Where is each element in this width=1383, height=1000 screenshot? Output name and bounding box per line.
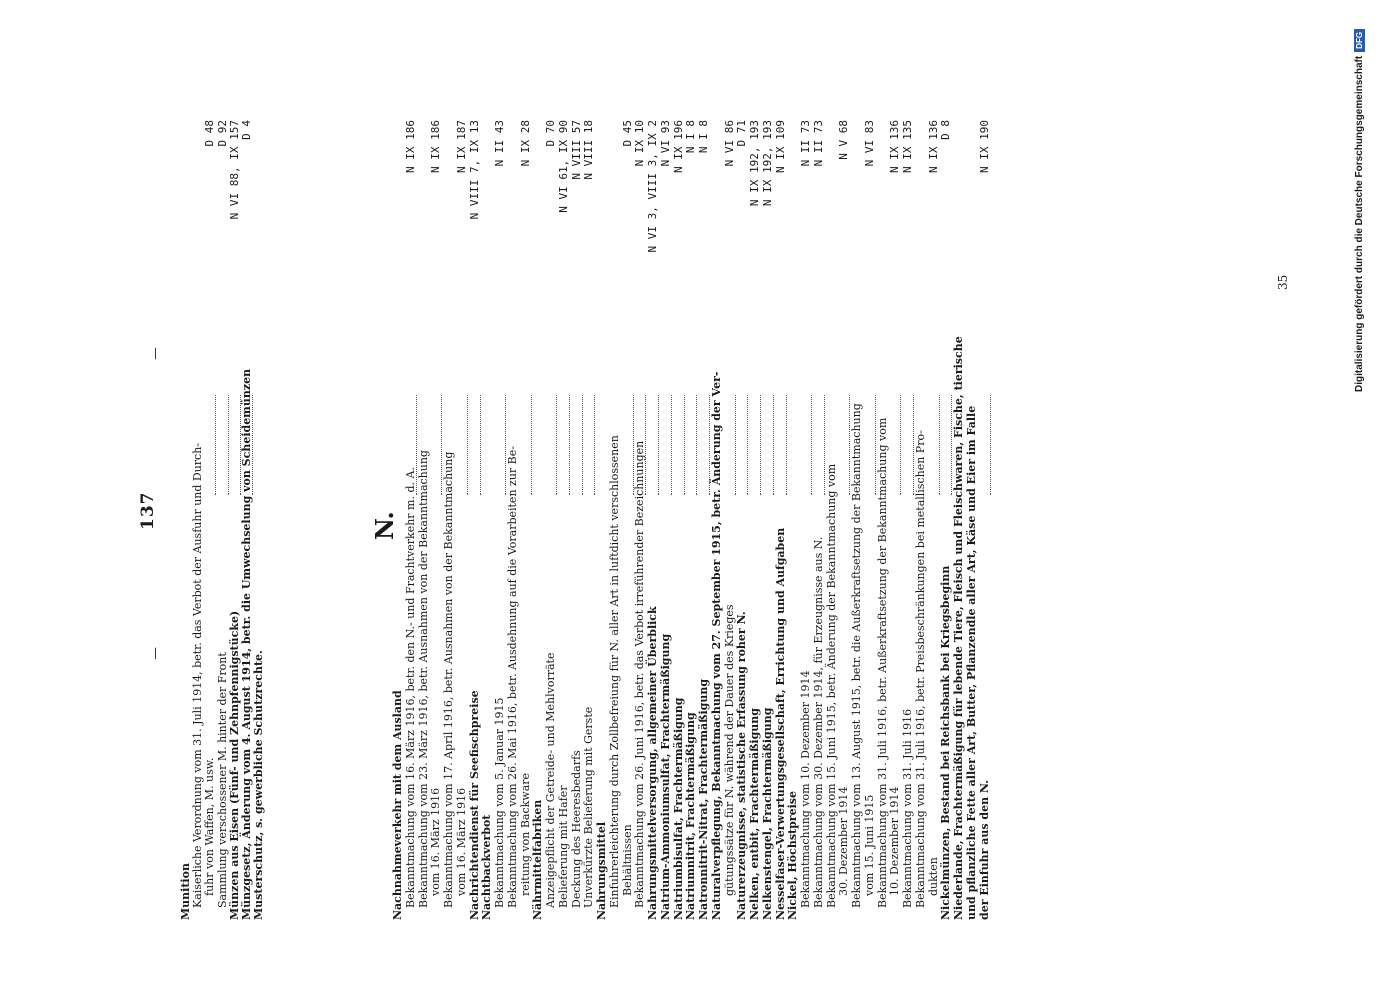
index-entry [392,120,404,920]
entry-reference: N VI 83 [862,120,876,167]
entry-text: Nelkenstengel, Frachtermäßigung [762,705,774,920]
entry-text: Belieferung mit Hafer [558,782,570,908]
index-entry [953,120,965,920]
entry-text: und pflanzliche Fette aller Art, Butter, Pflanzendle aller Art, Käse und Eier im Falle [966,403,978,920]
entry-reference: N IX 28 [518,120,532,167]
index-entry [456,120,468,920]
leader-dots [430,395,442,495]
entry-text: Nelken, entbit, Frachtermäßigung [749,705,761,920]
entry-text: Bekanntmachung vom 26. Juni 1916, betr. das Verbot irreführender Bezeichnungen [634,438,646,908]
index-entry [660,120,672,920]
page-mark: 35 [1276,274,1290,290]
index-entry [418,120,430,920]
entry-text: Nachnahmeverkehr mit dem Ausland [392,687,404,920]
entry-text: Natriumbisulfat, Frachtermäßigung [673,694,685,920]
index-entry [253,120,265,920]
entry-reference: N IX 10 [633,120,647,167]
entry-text: 30. Dezember 1914 [838,784,850,896]
index-entry [430,120,442,920]
entry-reference: N II 43 [493,120,506,167]
leader-dots [838,395,850,495]
index-entry [180,120,192,920]
dfg-logo: DFG [1354,29,1365,52]
leader-dots [762,395,774,495]
entry-reference: N I 8 [684,120,698,154]
entry-text: Anzeigepflicht der Getreide- und Mehlvorräte [545,650,557,908]
entry-text: Natronnitrit-Nitrat, Frachtermäßigung [698,676,710,920]
index-entry [571,120,583,920]
entry-text: Niederlande, Frachtermäßigung für lebende Tiere, Fleisch und Fleischwaren, Fische, tierische [953,333,965,920]
entry-reference: N IX 196 [671,120,685,173]
leader-dots [583,395,595,495]
index-entry [634,120,646,920]
entry-text: vom 16. März 1916 [456,785,468,896]
entry-text: Bekanntmachung vom 30. Dezember 1914, für Erzeugnisse aus N. [813,534,825,908]
entry-reference: N V 68 [837,120,851,160]
entry-text: Nesselfaser-Verwertungsgesellschaft, Errichtung und Aufgaben [775,525,787,920]
index-entry [405,120,417,920]
index-entry [278,120,290,920]
index-entry [711,120,723,920]
leader-dots [864,395,876,495]
entry-reference: N VI 88, IX 157 [227,120,241,220]
index-entry [192,120,204,920]
leader-dots [979,395,991,495]
index-entry [520,120,532,920]
funding-sidebar [1350,12,1383,392]
entry-text: Unverkürzte Belieferung mit Gerste [583,704,595,908]
entry-text: Nahrungsmittel [596,819,608,920]
entry-reference: N IX 136 [888,120,902,173]
leader-dots [698,395,710,495]
leader-dots [494,395,506,495]
entry-reference: N IX 190 [977,120,991,173]
section-letter: N. [370,511,399,540]
index-entry [698,120,710,920]
index-entry [647,120,659,920]
entry-text: Bekanntmachung vom 31. Juli 1916, betr. Außerkraftsetzung der Bekanntmachung vom [877,415,889,908]
entry-text: Bekanntmachung vom 31. Juli 1916, betr. Preisbeschränkungen bei metallischen Pro- [915,427,927,908]
entry-reference: N I 8 [697,120,710,154]
leader-dots [940,395,952,495]
entry-text: gütungssätze für N. während der Dauer des Krieges [724,601,736,896]
entry-text: Nickel, Höchstpreise [787,788,799,920]
entry-reference: N IX 136 [926,120,940,173]
entry-text: Münzen aus Eisen (Fünf- und Zehnpfennigstücke) [229,608,241,920]
entry-reference: D 92 [215,120,229,147]
index-entry [241,120,253,920]
leader-dots [749,395,761,495]
index-entry [596,120,608,920]
leader-dots [545,395,557,495]
index-entry [851,120,863,920]
entry-reference: D 70 [544,120,557,147]
leader-dots [558,395,570,495]
leader-dots [229,395,241,495]
index-entry [443,120,455,920]
entry-text: Natriumnitrit, Frachtermäßigung [685,709,697,920]
index-entry [928,120,940,920]
leader-dots [902,395,914,495]
leader-dots [571,395,583,495]
index-entry [889,120,901,920]
index-entry [762,120,774,920]
entry-text: Natrium-Ammoniumsulfat, Frachtermäßigung [660,631,672,920]
entry-reference: N IX 186 [429,120,443,173]
index-entry [481,120,493,920]
entry-text: Kaiserliche Verordnung vom 31. Juli 1914, betr. das Verbot der Ausfuhr und Durch- [192,440,204,908]
leader-dots [775,395,787,495]
index-entry [609,120,621,920]
leader-dots [889,395,901,495]
funding-text: Digitalisierung gefördert durch die Deutsche Forschungsgemeinschaft [1353,55,1365,392]
leader-dots [622,395,634,495]
entry-text: Munition [180,860,192,920]
leader-dots [634,395,646,495]
index-entry [736,120,748,920]
index-entry [775,120,787,920]
entry-text: reitung von Backware [520,770,532,896]
leader-dots [217,395,229,495]
entry-reference: N VIII 57 [569,120,583,180]
entry-text: Naturerzeugnisse, statistische Erfassung roher N. [736,608,748,920]
entry-text: Bekanntmachung vom 23. März 1916, betr. Ausnahmen von der Bekanntmachung [418,447,430,908]
entry-text: Nickelmünzen, Bestand bei Reichsbank bei Kriegsbeginn [940,563,952,920]
index-entry [583,120,595,920]
header-dash-right: — [148,347,163,360]
entry-text: 10. Dezember 1914 [889,784,901,896]
index-entry [915,120,927,920]
entry-text: Behältnissen [622,821,634,896]
entry-text: Bekanntmachung vom 17. April 1916, betr. Ausnahmen von der Bekanntmachung [443,449,455,908]
entry-reference: N VI 93 [658,120,672,167]
leader-dots [685,395,697,495]
leader-dots [456,395,468,495]
index-entry [469,120,481,920]
leader-dots [204,395,216,495]
entry-reference: N IX 109 [773,120,787,173]
entry-reference: N VIII 18 [582,120,596,180]
index-entry [979,120,991,920]
entry-reference: N VIII 7, IX 13 [467,120,481,220]
index-entry [966,120,978,920]
entry-text: dukten [928,854,940,896]
leader-dots [673,395,685,495]
entry-reference: N IX 192, 193 [748,120,761,207]
index-entry [622,120,634,920]
entry-reference: D 4 [240,120,253,140]
index-entry [724,120,736,920]
entry-text: Deckung des Heeresbedarfs [571,747,583,908]
index-entry [800,120,812,920]
entry-reference: D 45 [620,120,634,147]
index-entry [204,120,216,920]
entry-text: Naturalverpflegung, Bekanntmachung vom 27. September 1915, betr. Änderung der Ver- [711,369,723,920]
index-entry [494,120,506,920]
leader-dots [928,395,940,495]
leader-dots [520,395,532,495]
entry-text: Bekanntmachung vom 31. Juli 1916 [902,706,914,908]
leader-dots [813,395,825,495]
leader-dots [647,395,659,495]
entry-reference: N IX 186 [403,120,417,173]
entry-reference: N IX 192, 193 [760,120,774,207]
entry-reference: N IX 187 [454,120,468,173]
entry-text: Nachtbackverbot [481,812,493,920]
entry-text: Münzgesetz, Änderung vom 4. August 1914, betr. die Umwechselung von Scheidemünzen [241,366,253,920]
index-entry [507,120,519,920]
leader-dots [724,395,736,495]
entry-reference: D 8 [939,120,953,140]
index-entry [265,120,277,920]
entry-text: Bekanntmachung vom 26. Mai 1916, betr. Ausdehnung auf die Vorarbeiten zur Be- [507,443,519,908]
entry-text: Nährmittelfabriken [532,797,544,920]
leader-dots [405,395,417,495]
index-entry [229,120,241,920]
index-entry [532,120,544,920]
entry-text: vom 16. März 1916 [430,785,442,896]
index-entry [813,120,825,920]
entry-text: fuhr von Waffen, M. usw. [204,755,216,896]
entry-reference: N VI 61, IX 90 [556,120,570,213]
index-entry [902,120,914,920]
index-entry [940,120,952,920]
index-entry [545,120,557,920]
index-entry [217,120,229,920]
entry-text: Bekanntmachung vom 13. August 1915, betr. die Außerkraftsetzung der Bekanntmachung [851,400,863,908]
leader-dots [800,395,812,495]
entry-reference: N VI 86 [722,120,736,167]
index-entry [685,120,697,920]
entry-text: vom 15. Juni 1915 [864,792,876,896]
index-entry [826,120,838,920]
entry-text: der Einfuhr aus den N. [979,777,991,920]
index-entry [787,120,799,920]
leader-dots [736,395,748,495]
index-entry [838,120,850,920]
entry-reference: D 71 [735,120,749,147]
entry-reference: N IX 135 [901,120,914,173]
leader-dots [469,395,481,495]
entry-text: Bekanntmachung vom 15. Juni 1915, betr. Änderung der Bekanntmachung vom [826,461,838,908]
index-entry [877,120,889,920]
index-entry [673,120,685,920]
page-number: 137 [138,491,158,530]
index-entry [864,120,876,920]
leader-dots [241,395,253,495]
entry-reference: D 48 [203,120,217,147]
header-dash-left: — [148,647,163,660]
entry-text: Nahrungsmittelversorgung, allgemeiner Überblick [647,603,659,920]
entry-text: Bekanntmachung vom 16. März 1916, betr. den N.- und Frachtverkehr m. d. A. [405,464,417,908]
entry-reference: N VI 3, VIII 3, IX 2 [646,120,659,253]
entry-reference: N II 73 [811,120,825,167]
entry-text: Einfuhrerleichterung durch Zollbefreiung für N. aller Art in luftdicht verschlossenen [609,432,621,908]
entry-text: Bekanntmachung vom 5. Januar 1915 [494,694,506,908]
index-entry [749,120,761,920]
index-entry [558,120,570,920]
entry-reference: N II 73 [799,120,812,167]
entry-text: Bekanntmachung vom 10. Dezember 1914 [800,668,812,908]
entry-text: Nachrichtendienst für Seefischpreise [469,687,481,920]
entry-text: Musterschutz, s. gewerbliche Schutzrechte. [253,647,265,920]
leader-dots [660,395,672,495]
entry-text: Sammlung verschossener M. hinter der Front [217,649,229,908]
